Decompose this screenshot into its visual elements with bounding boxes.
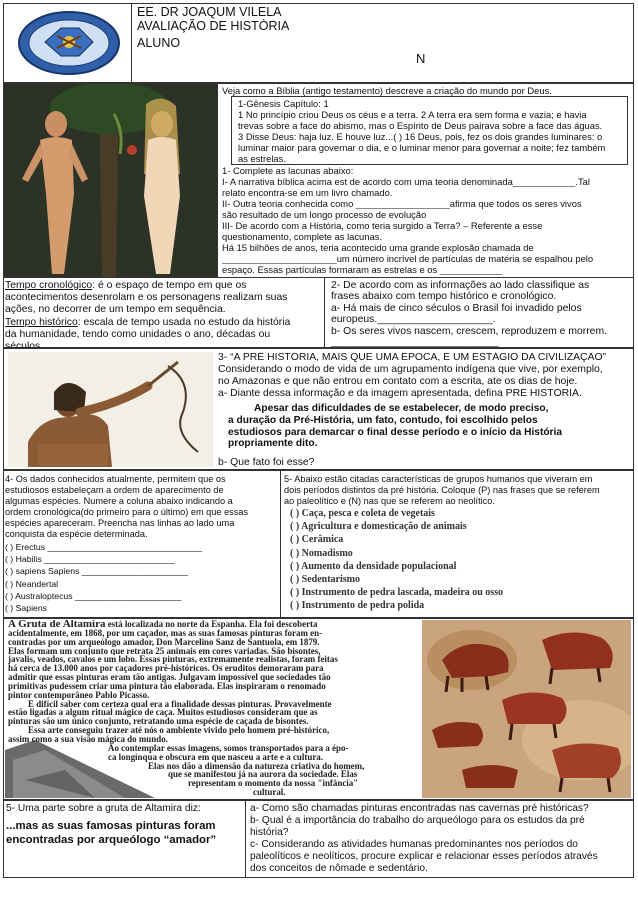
- time-definitions: [5, 280, 321, 353]
- altamira-line: Ao contemplar essas imagens, somos transportados para a épo-: [108, 743, 349, 753]
- hist-line: séculos.: [5, 341, 44, 353]
- altamira-line: Elas formam um conjunto que retrata 25 animais em cores variadas. São bisontes,: [8, 646, 321, 656]
- q2-line: a- Há mais de cinco séculos o Brasil foi invadido pelos: [331, 302, 582, 314]
- q1-line: são resultado de um longo processo de evolução: [222, 209, 427, 220]
- school-name: EE. DR JOAQUM VILELA: [137, 5, 282, 19]
- q3-line: 3- “A PRÉ HISTÓRIA, MAIS QUE UMA ÉPOCA, É UM ESTÁGIO DA CIVILIZAÇÃO”: [218, 352, 606, 363]
- characteristic-item: ( ) Nomadismo: [290, 547, 353, 559]
- altamira-line: assim como a sua visão mágica do mundo.: [8, 734, 168, 744]
- altamira-line: está localizada no norte da Espanha. Ela foi descoberta: [107, 620, 318, 629]
- q1-line: 1- Complete as lacunas abaixo:: [222, 165, 354, 176]
- q5b-question: história?: [250, 827, 289, 838]
- altamira-line: pintor contemporâneo Pablo Picasso.: [8, 690, 150, 700]
- q4-line: 4- Os dados conhecidos atualmente, permitem que os: [5, 474, 226, 484]
- characteristic-item: ( ) Instrumento de pedra polida: [290, 600, 425, 612]
- crono-line: acontecimentos desenrolam e os personagens realizam suas: [5, 292, 288, 304]
- q3-line: Considerando o modo de vida de um agrupamento indígena que vive, por exemplo,: [218, 364, 603, 375]
- q1-line: II- Outra teoria conhecida como __________________afirma que todos os seres vivos: [222, 198, 582, 209]
- section-time-divider: [324, 277, 325, 348]
- q1-line: relato encontra-se em um livro chamado.: [222, 187, 393, 198]
- crono-line: ações, no decorrer de um tempo em sequência.: [5, 304, 226, 316]
- exam-title: AVALIAÇÃO DE HISTÓRIA: [137, 19, 290, 33]
- altamira-line: representam o momento da nossa "infância": [188, 779, 359, 789]
- number-label: N: [416, 51, 426, 66]
- q3-quote-line: estudiosos para demarcar o final desse período e o início da História: [228, 426, 563, 438]
- q5b-quote-line: encontradas por arqueólogo “amador”: [6, 834, 217, 846]
- genesis-line: as estrelas.: [238, 153, 286, 164]
- student-label: ALUNO: [137, 36, 181, 50]
- altamira-text: [8, 620, 413, 797]
- q3-b: b- Que fato foi esse?: [218, 457, 315, 468]
- q5b-title: 5- Uma parte sobre a gruta de Altamira diz:: [6, 803, 201, 814]
- q5b-question: c- Considerando as atividades humanas predominantes nos períodos do: [250, 839, 578, 850]
- altamira-line: Elas nos dão a dimensão da natureza criativa do homem,: [148, 761, 365, 771]
- cave-painting-image: [422, 620, 631, 798]
- q2-line: b- Os seres vivos nascem, crescem, reproduzem e morrem.: [331, 325, 608, 337]
- characteristic-item: ( ) Agricultura e domesticação de animais: [290, 521, 467, 533]
- genesis-line: trevas sobre a face do abismo, mas o Espírito de Deus pairava sobre a face das águas.: [238, 120, 603, 131]
- q1-line: questionamento, complete as lacunas.: [222, 231, 382, 242]
- species-item: ( ) Erectus ________________________________: [5, 542, 203, 552]
- altamira-title: A Gruta de Altamira: [8, 620, 106, 629]
- q5b-quote-line: ...mas as suas famosas pinturas foram: [6, 820, 216, 832]
- species-item: ( ) Habilis ___________________________: [5, 554, 175, 565]
- altamira-line: acidentalmente, em 1868, por um caçador, mas as suas famosas pinturas foram en-: [8, 628, 323, 638]
- species-item: ( ) sapiens Sapiens ______________________: [5, 566, 189, 577]
- altamira-line: É difícil saber com certeza qual era a finalidade dessas pinturas. Provavelmente: [28, 699, 332, 709]
- q3-quote-line: a duração da Pré-História, um fato, contudo, foi escolhido pelos: [228, 414, 538, 426]
- q5b-questions: [250, 803, 632, 875]
- genesis-line: 3 Disse Deus: haja luz. E houve luz...( ) 16 Deus, pois, fez os dois grandes luminares: o: [238, 131, 603, 142]
- q2-text: [331, 280, 631, 348]
- q5b-question: paleolíticos e neolíticos, procure explicar e relacionar esses períodos através: [250, 851, 598, 862]
- q5-line: dois períodos distintos da pré história. Coloque (P) nas frases que se referem: [284, 485, 600, 496]
- hist-term: Tempo histórico: [5, 316, 78, 328]
- q3-line: a- Diante dessa informação e da imagem apresentada, defina PRÉ HISTÓRIA.: [218, 388, 582, 399]
- q4-line: conquista da espécie determinada.: [5, 529, 148, 540]
- q5b-question: a- Como são chamadas pinturas encontradas nas cavernas pré históricas?: [250, 803, 589, 814]
- altamira-line: que se manifestou já na aurora da sociedade. Elas: [168, 770, 358, 780]
- header-text: [137, 5, 289, 50]
- altamira-line: javalis, veados, cavalos e um lobo. Essas pinturas, extremamente realistas, foram feitas: [8, 655, 338, 665]
- characteristic-item: ( ) Instrumento de pedra lascada, madeira ou osso: [290, 587, 504, 599]
- genesis-line: 1 No princípio criou Deus os céus e a terra. 2 A terra era sem forma e vazia; e havia: [238, 109, 587, 120]
- q5-text: [284, 474, 632, 507]
- q5-line: 5- Abaixo estão citadas características de grupos humanos que viveram em: [284, 474, 593, 484]
- q1-line: I- A narrativa bíblica acima est de acordo com uma teoria denominada____________.Tal: [222, 176, 590, 187]
- q2-line: _____________________________: [331, 337, 499, 349]
- q3-text: [218, 352, 632, 400]
- q5b-left: [6, 803, 242, 847]
- altamira-line: ca longínqua e obscura em que nasceu a arte e a cultura.: [108, 752, 323, 762]
- q4-text: [5, 474, 278, 541]
- section-species-divider: [280, 470, 281, 618]
- altamira-line: primitivas pudessem criar uma pintura tão elaborada. Elas inspiraram o renomado: [8, 681, 326, 691]
- q3-quote-line: Apesar das dificuldades de se estabelecer, de modo preciso,: [254, 403, 549, 414]
- q2-line: europeus.____________________.: [331, 314, 496, 326]
- hist-line: da humanidade, tendo como unidades o ano, décadas ou: [5, 328, 271, 340]
- crono-term: Tempo cronológico: [5, 280, 93, 291]
- genesis-line: luminar maior para governar o dia, e o luminar menor para governar a noite; fez também: [238, 142, 606, 153]
- species-item: ( ) Sapiens: [5, 603, 48, 614]
- characteristic-item: ( ) Sedentarismo: [290, 574, 360, 586]
- q5b-question: dos conceitos de nômade e sedentário.: [250, 863, 428, 874]
- species-item: ( ) Australoptecus ______________________: [5, 590, 182, 601]
- altamira-line: cultural.: [253, 788, 286, 797]
- q4-line: ordem cronológica(do primeiro para o último) em que essas: [5, 507, 249, 518]
- q5b-question: b- Qual é a importância do trabalho do arqueólogo para os estudos da pré: [250, 815, 585, 826]
- q2-line: frases abaixo com tempo histórico e cronológico.: [331, 291, 557, 303]
- q1-line: III- De acordo com a História, como teria surgido a Terra? – Referente a esse: [222, 220, 543, 231]
- genesis-line: 1-Gênesis Capítulo: 1: [238, 98, 329, 109]
- characteristic-item: ( ) Cerâmica: [290, 534, 344, 546]
- q1-intro: Veja como a Bíblia (antigo testamento) descreve a criação do mundo por Deus.: [222, 85, 552, 96]
- q3-line: no Amazonas e que não entrou em contato com a escrita, ate os dias de hoje.: [218, 376, 578, 387]
- q1-line: espaço. Essas partículas formaram as estrelas e os ____________: [222, 264, 503, 275]
- q4-line: espécies apareceram. Preencha nas linhas ao lado uma: [5, 518, 235, 529]
- characteristic-item: ( ) Caça, pesca e coleta de vegetais: [290, 508, 435, 519]
- q3-quote-line: propriamente dito.: [228, 438, 318, 450]
- altamira-line: pinturas são um único conjunto, retratando uma espécie de caçada de bisontes.: [8, 717, 309, 727]
- school-logo: [17, 10, 121, 76]
- hist-def: : escala de tempo usada no estudo da história: [77, 316, 291, 328]
- q4-species-list: [5, 541, 278, 614]
- altamira-line: estão ligadas a algum ritual mágico de caça. Muitos estudiosos consideram que as: [8, 708, 318, 718]
- q1-line: Há 15 bilhões de anos, teria acontecido uma grande explosão chamada de: [222, 242, 534, 253]
- crono-def: : é o espaço de tempo em que os: [92, 280, 247, 291]
- q1-line: ______________________um número incrível de partículas de matéria se espalhou pelo: [222, 253, 594, 264]
- section-final-divider: [245, 800, 246, 878]
- genesis-quote: [238, 98, 605, 164]
- altamira-line: Essa arte conseguiu trazer até nós o ambiente vivido pelo homem pré-histórico,: [28, 726, 330, 735]
- q4-line: estudiosos estabeleçam a ordem de aparecimento de: [5, 485, 224, 496]
- header-divider: [131, 3, 132, 83]
- q5-characteristics: [290, 507, 503, 613]
- altamira-line: admitir que essas pinturas eram tão antigas. Julgavam impossível que sociedades tão: [8, 673, 331, 682]
- adam-eve-painting: [4, 84, 218, 277]
- altamira-line: contradas por um arqueólogo amador, Don Marcelino Sanz de Santuola, em 1879.: [8, 637, 320, 647]
- q4-line: algumas espécies. Numere a coluna abaixo indicando a: [5, 496, 233, 507]
- characteristic-item: ( ) Aumento da densidade populacional: [290, 560, 457, 572]
- q5-line: ao paleolítico e (N) nas que se referem ao neolítico.: [284, 496, 495, 507]
- altamira-line: há cerca de 13.000 anos por caçadores pré-históricos. Os eruditos demoraram para: [8, 664, 324, 674]
- caveman-image: [8, 352, 213, 467]
- q3-quote: [228, 403, 630, 450]
- q1-body: [222, 165, 630, 275]
- q2-line: 2- De acordo com as informações ao lado classifique as: [331, 280, 590, 291]
- species-item: ( ) Neandertal: [5, 578, 59, 589]
